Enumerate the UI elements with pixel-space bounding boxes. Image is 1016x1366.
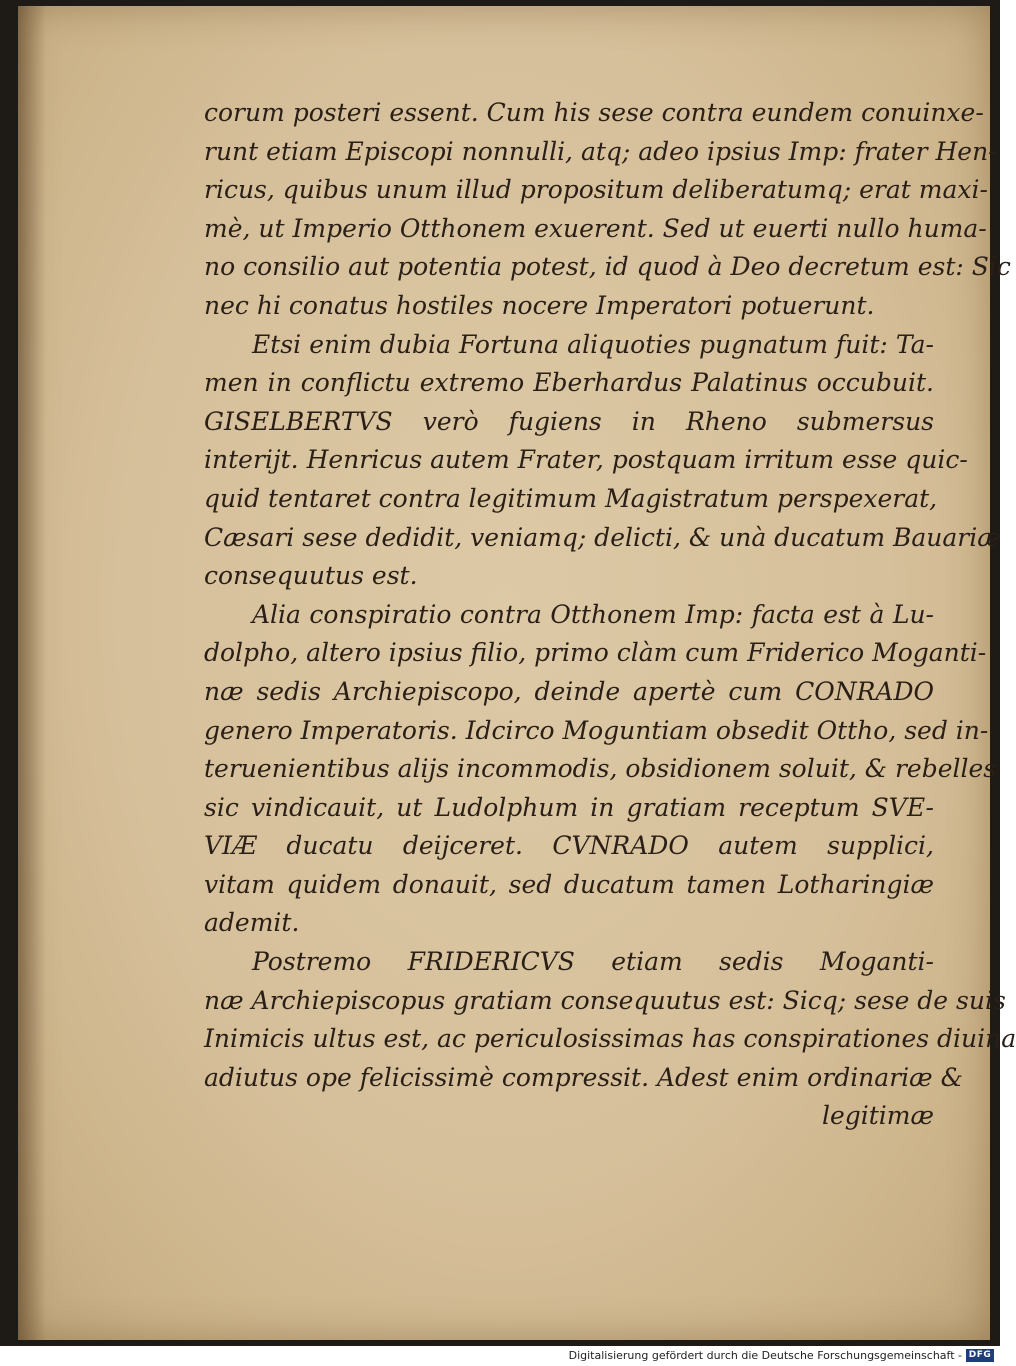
text-line: quid tentaret contra legitimum Magistratum perspexerat,: [204, 483, 938, 513]
text-line: corum posteri essent. Cum his sese contra eundem conuinxe-: [204, 98, 984, 127]
text-line: VIÆ ducatu deijceret. CVNRADO autem supplici,: [204, 831, 934, 861]
text-line: næ Archiepiscopus gratiam consequutus est: Sicq; sese de suis: [204, 985, 1006, 1015]
text-line: runt etiam Episcopi nonnulli, atq; adeo ipsius Imp: frater Hen-: [204, 136, 997, 166]
text-line: vitam quidem donauit, sed ducatum tamen Lotharingiæ: [204, 869, 934, 899]
text-line: dolpho, altero ipsius filio, primo clàm cum Friderico Moganti-: [204, 638, 987, 668]
text-line: Cæsari sese dedidit, veniamq; delicti, & unà ducatum Bauariæ: [204, 522, 1001, 552]
text-line: sic vindicauit, ut Ludolphum in gratiam receptum SVE-: [204, 792, 934, 822]
catchword: legitimæ: [821, 1101, 934, 1131]
text-line: GISELBERTVS verò fugiens in Rheno submersus: [204, 406, 934, 436]
text-line: men in conflictu extremo Eberhardus Palatinus occubuit.: [204, 368, 934, 398]
dfg-logo-icon: DFG: [966, 1349, 994, 1362]
body-text: [204, 94, 1016, 1136]
text-line: Inimicis ultus est, ac periculosissimas has conspirationes diuina: [204, 1024, 1016, 1054]
text-line: nec hi conatus hostiles nocere Imperatori potuerunt.: [204, 290, 875, 320]
book-page: [18, 6, 1016, 1340]
footer-bar: [0, 1346, 1000, 1366]
text-line: genero Imperatoris. Idcirco Moguntiam obsedit Ottho, sed in-: [204, 715, 989, 745]
text-line: næ sedis Archiepiscopo, deinde apertè cum CONRADO: [204, 676, 934, 706]
text-line: teruenientibus alijs incommodis, obsidionem soluit, & rebelles: [204, 754, 997, 784]
text-line: consequutus est.: [204, 561, 418, 591]
text-line: interijt. Henricus autem Frater, postquam irritum esse quic-: [204, 445, 968, 475]
funding-credit: Digitalisierung gefördert durch die Deutsche Forschungsgemeinschaft -: [568, 1349, 962, 1362]
text-line: ademit.: [204, 908, 300, 938]
paragraph-start: Etsi enim dubia Fortuna aliquoties pugnatum fuit: Ta-: [252, 329, 934, 359]
text-line: adiutus ope felicissimè compressit. Adest enim ordinariæ &: [204, 1062, 963, 1092]
text-line: mè, ut Imperio Otthonem exuerent. Sed ut euerti nullo huma-: [204, 213, 987, 243]
text-line: no consilio aut potentia potest, id quod à Deo decretum est: Sic: [204, 252, 1011, 282]
paragraph-start: Alia conspiratio contra Otthonem Imp: facta est à Lu-: [252, 599, 934, 629]
text-line: ricus, quibus unum illud propositum deliberatumq; erat maxi-: [204, 175, 988, 205]
paragraph-start: Postremo FRIDERICVS etiam sedis Moganti-: [252, 947, 934, 977]
